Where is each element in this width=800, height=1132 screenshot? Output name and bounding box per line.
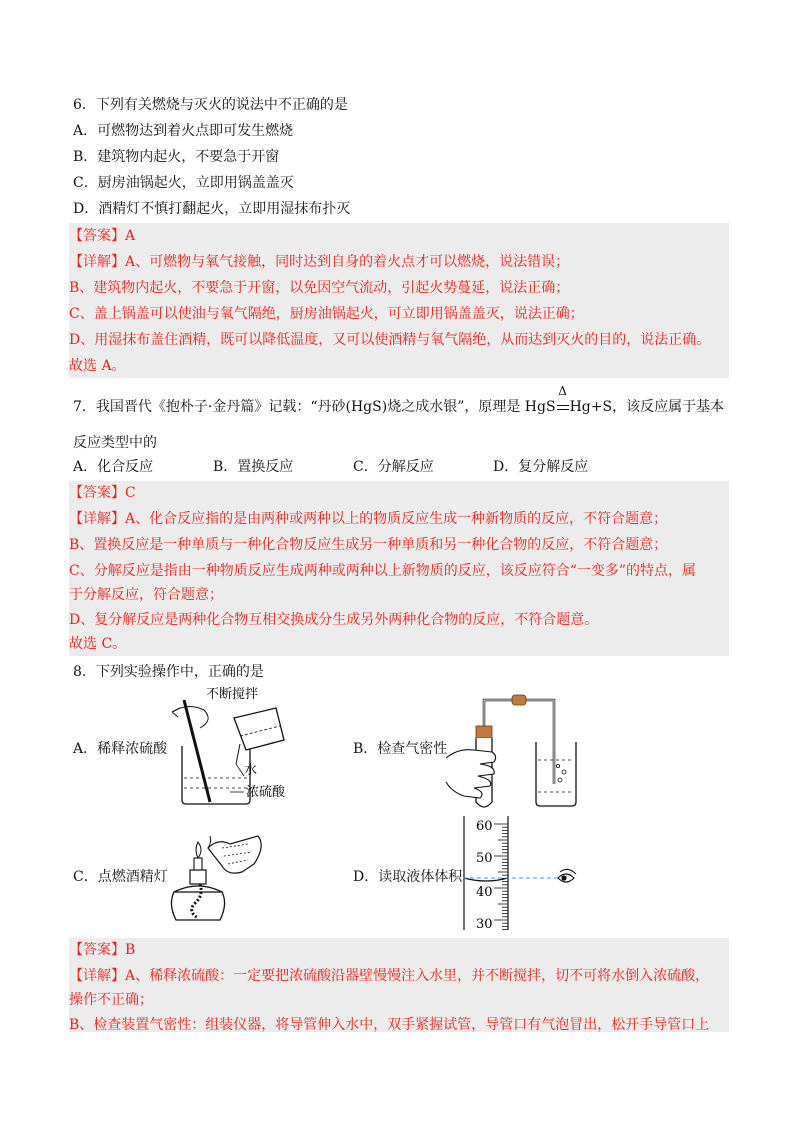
detail-text: A、稀释浓硫酸：一定要把浓硫酸沿器壁慢慢注入水里，并不断搅拌，切不可将水倒入浓硫酸，: [125, 968, 710, 984]
label-acid: 浓硫酸: [246, 785, 286, 800]
q7-detail-1: [69, 508, 667, 530]
q8-option-d: D．读取液体体积: [353, 869, 463, 885]
q7-detail-6: 故选 C。: [69, 636, 127, 652]
q8-answer: [69, 939, 135, 961]
q7-detail-5: D、复分解反应是两种化合物互相交换成分生成另外两种化合物的反应，不符合题意。: [69, 612, 599, 628]
figure-dilute-acid: [160, 684, 320, 808]
answer-tag: 【答案】: [69, 485, 125, 501]
detail-text: A、可燃物与氧气接触，同时达到自身的着火点才可以燃烧，说法错误；: [125, 254, 570, 270]
detail-tag: 【详解】: [69, 254, 125, 270]
answer-value: B: [125, 942, 136, 958]
rubber-connector: [512, 695, 526, 705]
tick-label-30: 30: [476, 917, 493, 932]
cylinder-scale: [494, 824, 508, 930]
pouring-beaker-icon: [234, 708, 284, 764]
q7-stem-line2: 反应类型中的: [73, 435, 157, 451]
answer-value: A: [125, 228, 136, 244]
reaction-condition: [556, 384, 570, 418]
q7-detail-3: C、分解反应是指由一种物质反应生成两种或两种以上新物质的反应，该反应符合“一变多”的特点，属: [69, 563, 697, 579]
figure-alcohol-lamp: [158, 828, 270, 930]
answer-tag: 【答案】: [69, 228, 125, 244]
q6-stem: 6．下列有关燃烧与灭火的说法中不正确的是: [73, 97, 348, 113]
detail-text: A、化合反应指的是由两种或两种以上的物质反应生成一种新物质的反应，不符合题意；: [125, 511, 668, 527]
figure-airtightness: [440, 686, 580, 810]
detail-tag: 【详解】: [69, 511, 125, 527]
q6-answer-box: [69, 223, 729, 378]
q7-detail-4: 于分解反应，符合题意；: [69, 587, 223, 603]
heat-delta-symbol: Δ: [558, 384, 567, 398]
label-water: 水: [244, 763, 258, 778]
q7-option-a: A．化合反应: [73, 459, 154, 475]
q8-option-a: A．稀释浓硫酸: [73, 741, 168, 757]
q7-stem-part-b: Hg+S，该反应属于基本: [569, 399, 725, 415]
q6-option-b: B．建筑物内起火，不要急于开窗: [73, 149, 280, 165]
q7-option-b: B．置换反应: [213, 459, 294, 475]
label-stir: 不断搅拌: [206, 687, 259, 702]
q8-option-c: C．点燃酒精灯: [73, 869, 168, 885]
tick-label-60: 60: [476, 819, 493, 834]
second-lamp-icon: [208, 836, 261, 873]
q8-stem: 8．下列实验操作中，正确的是: [73, 664, 264, 680]
q6-detail-2: B、建筑物内起火，不要急于开窗，以免因空气流动，引起火势蔓延，说法正确；: [69, 280, 570, 296]
q6-option-d: D．酒精灯不慎打翻起火，立即用湿抹布扑灭: [73, 201, 351, 217]
q6-option-a: A．可燃物达到着火点即可发生燃烧: [73, 123, 294, 139]
q8-option-b: B．检查气密性: [353, 741, 448, 757]
q7-answer: [69, 482, 136, 504]
water-beaker-icon: [536, 742, 576, 806]
q7-detail-2: B、置换反应是一种单质与一种化合物反应生成另一种单质和另一种化合物的反应，不符合题意；: [69, 537, 668, 553]
q7-stem: [73, 384, 725, 418]
answer-value: C: [125, 485, 136, 501]
q6-option-c: C．厨房油锅起火，立即用锅盖盖灭: [73, 175, 294, 191]
q8-detail-1: [69, 965, 709, 987]
eye-icon: [558, 869, 576, 882]
bubble-icon: [558, 778, 562, 782]
q7-option-d: D．复分解反应: [493, 459, 589, 475]
q6-detail-3: C、盖上锅盖可以使油与氧气隔绝，厨房油锅起火，可立即用锅盖盖灭，说法正确；: [69, 306, 584, 322]
detail-tag: 【详解】: [69, 968, 125, 984]
q6-detail-1: [69, 251, 569, 273]
tick-label-40: 40: [476, 885, 493, 900]
q7-option-c: C．分解反应: [353, 459, 434, 475]
q7-stem-part-a: 7．我国晋代《抱朴子·金丹篇》记载：“丹砂(HgS)烧之成水银”，原理是 HgS: [73, 399, 556, 415]
equals-sign: [557, 405, 569, 410]
beaker-icon: [182, 746, 250, 804]
glass-rod: [184, 700, 210, 802]
q6-answer: [69, 225, 135, 247]
tick-label-50: 50: [476, 851, 493, 866]
figure-graduated-cylinder: [456, 812, 586, 934]
q8-detail-3: B、检查装置气密性：组装仪器，将导管伸入水中，双手紧握试管，导管口有气泡冒出，松开手导管口上: [69, 1017, 710, 1033]
answer-tag: 【答案】: [69, 942, 125, 958]
q6-detail-4: D、用湿抹布盖住酒精，既可以降低温度，又可以使酒精与氧气隔绝，从而达到灭火的目的，说法正确。: [69, 332, 711, 348]
rubber-stopper: [476, 726, 492, 738]
q6-detail-5: 故选 A。: [69, 358, 126, 374]
q8-detail-2: 操作不正确；: [69, 992, 153, 1008]
